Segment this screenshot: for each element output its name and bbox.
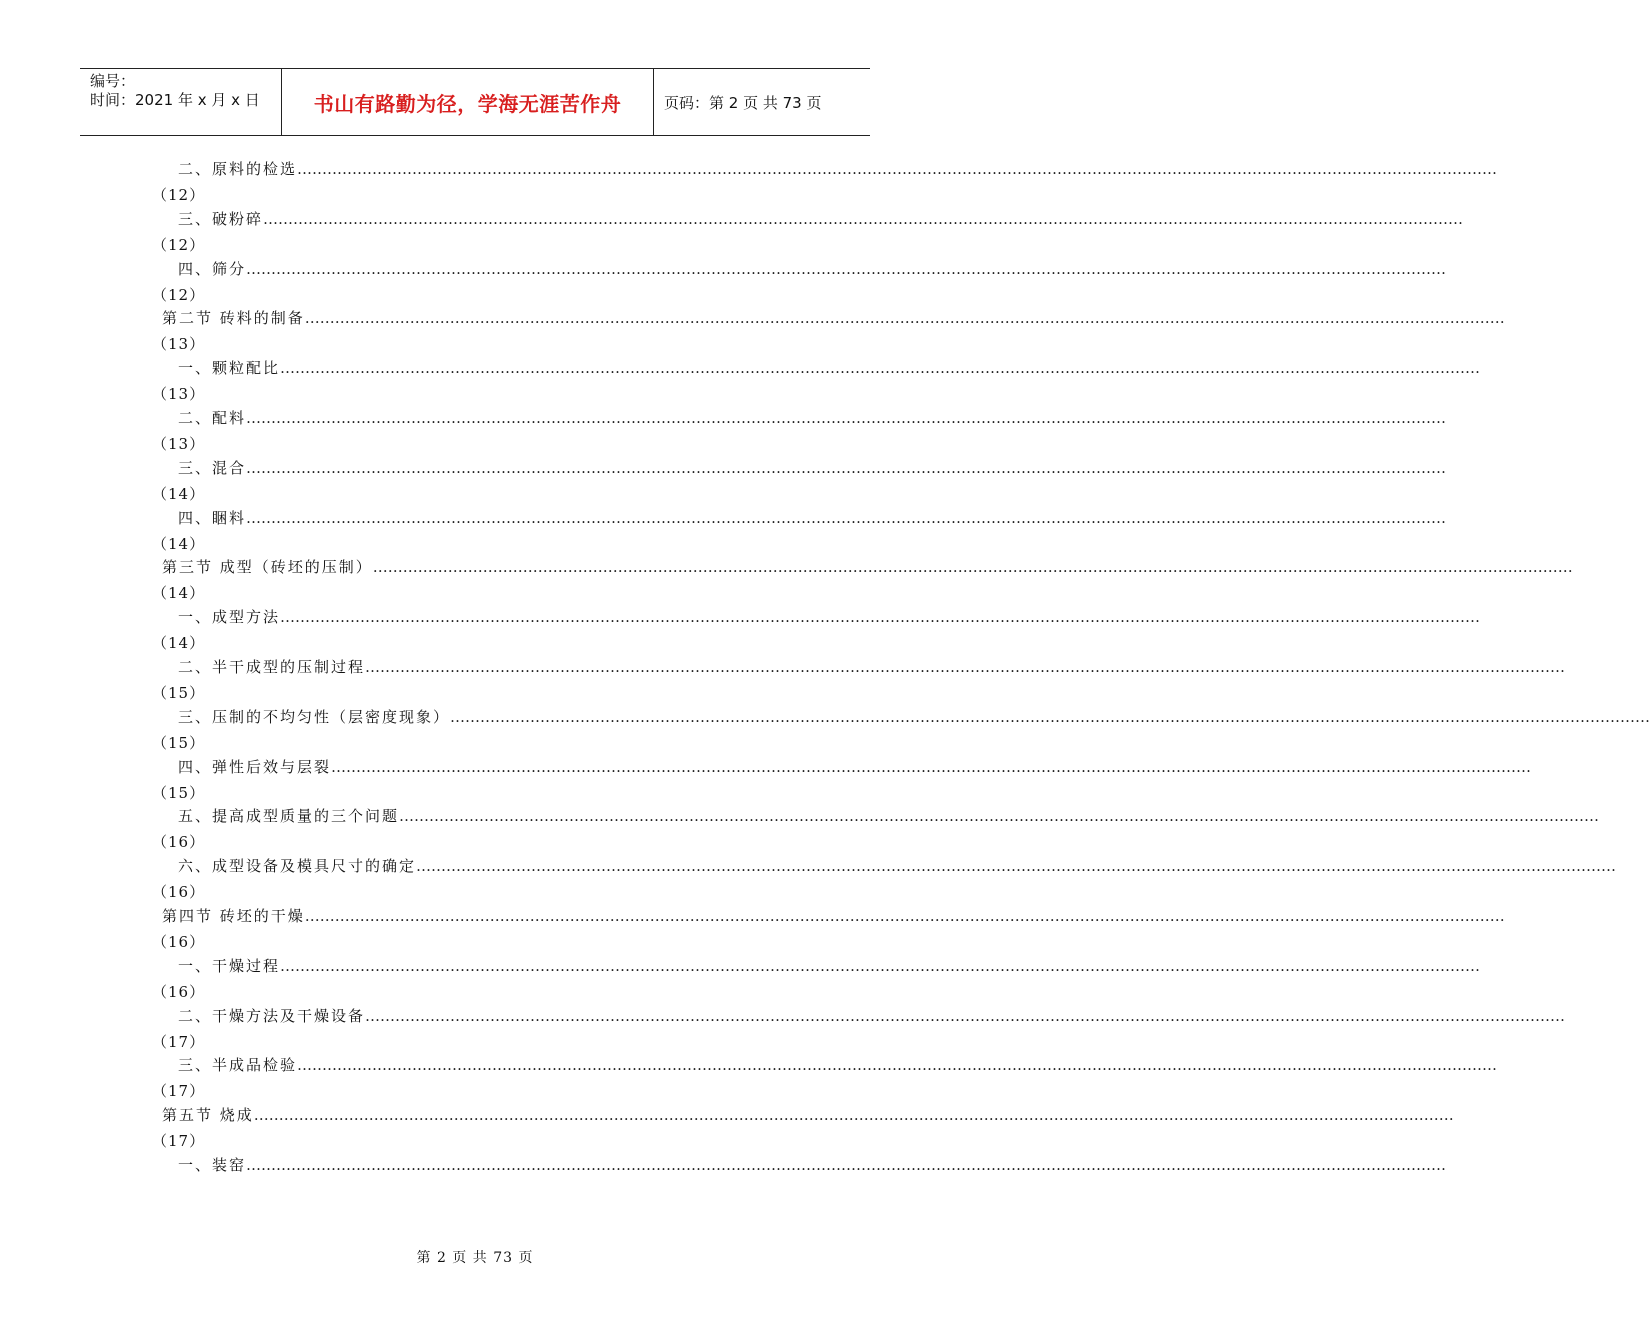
- toc-entry-title: 三、半成品检验: [178, 1056, 298, 1075]
- toc-entry-page-number: （17）: [152, 1082, 206, 1101]
- toc-entry-title: 四、筛分: [178, 259, 247, 278]
- toc-entry-line: [162, 1104, 1454, 1125]
- toc-entry-page-number: （14）: [152, 634, 206, 653]
- toc-entry-title: 二、半干成型的压制过程: [178, 657, 366, 676]
- toc-entry-page-number: （12）: [152, 285, 206, 304]
- toc-entry-title: 一、成型方法: [178, 608, 281, 627]
- page-footer: 第 2 页 共 73 页: [416, 1250, 534, 1266]
- toc-leader-dots: ……………………………………………………………………………………………………………………………………………………………………………………………………………………: [280, 608, 1481, 627]
- toc-leader-dots: ……………………………………………………………………………………………………………………………………………………………………………………………………………………: [246, 508, 1447, 527]
- toc-leader-dots: ……………………………………………………………………………………………………………………………………………………………………………………………………………………: [246, 458, 1447, 477]
- toc-leader-dots: ……………………………………………………………………………………………………………………………………………………………………………………………………………………: [246, 1155, 1447, 1174]
- toc-entry-title: 一、颗粒配比: [178, 359, 281, 378]
- header-meta: [80, 69, 282, 135]
- toc-entry-page-number: （15）: [152, 683, 206, 702]
- toc-subsection-entry: [0, 805, 1600, 855]
- toc-entry-title: 二、配料: [178, 408, 247, 427]
- toc-entry-line: [178, 805, 1600, 826]
- toc-leader-dots: ……………………………………………………………………………………………………………………………………………………………………………………………………………………: [280, 956, 1481, 975]
- toc-entry-page-number: （12）: [152, 186, 206, 204]
- toc-entry-page-number: （16）: [152, 883, 206, 902]
- toc-leader-dots: ……………………………………………………………………………………………………………………………………………………………………………………………………………………: [246, 259, 1447, 278]
- toc-entry-title: 六、成型设备及模具尺寸的确定: [178, 857, 417, 876]
- toc-entry-title: 第五节 烧成: [162, 1106, 254, 1125]
- document-number-label: 编号：: [90, 72, 136, 90]
- toc-subsection-entry: [0, 1005, 1566, 1055]
- toc-entry-line: [178, 855, 1617, 876]
- toc-entry-line: [178, 407, 1447, 428]
- toc-leader-dots: ……………………………………………………………………………………………………………………………………………………………………………………………………………………: [253, 1106, 1454, 1125]
- toc-entry-line: [178, 955, 1481, 976]
- toc-leader-dots: ……………………………………………………………………………………………………………………………………………………………………………………………………………………: [304, 906, 1505, 925]
- toc-entry-page-number: （15）: [152, 733, 206, 752]
- toc-entry-line: [178, 706, 1650, 727]
- toc-subsection-entry: [0, 208, 1464, 258]
- toc-leader-dots: ……………………………………………………………………………………………………………………………………………………………………………………………………………………: [365, 657, 1566, 676]
- toc-entry-page-number: （14）: [152, 484, 206, 503]
- header-motto-cell: [282, 69, 654, 135]
- toc-entry-line: [162, 905, 1505, 926]
- toc-leader-dots: ……………………………………………………………………………………………………………………………………………………………………………………………………………………: [280, 359, 1481, 378]
- toc-entry-title: 三、破粉碎: [178, 209, 264, 228]
- toc-entry-line: [178, 1005, 1566, 1026]
- toc-entry-page-number: （15）: [152, 783, 206, 802]
- toc-entry-line: [178, 158, 1498, 179]
- toc-subsection-entry: [0, 158, 1498, 208]
- toc-entry-line: [178, 258, 1447, 279]
- toc-subsection-entry: [0, 1154, 1447, 1204]
- toc-subsection-entry: [0, 258, 1447, 308]
- toc-entry-title: 四、弹性后效与层裂: [178, 757, 332, 776]
- toc-entry-line: [178, 208, 1464, 229]
- toc-entry-page-number: （13）: [152, 434, 206, 453]
- toc-entry-title: 第二节 砖料的制备: [162, 309, 305, 328]
- header-page-info-cell: [654, 69, 870, 135]
- toc-subsection-entry: [0, 407, 1447, 457]
- toc-entry-line: [178, 606, 1481, 627]
- toc-leader-dots: ……………………………………………………………………………………………………………………………………………………………………………………………………………………: [416, 857, 1617, 876]
- toc-entry-line: [178, 1054, 1498, 1075]
- toc-leader-dots: ……………………………………………………………………………………………………………………………………………………………………………………………………………………: [372, 558, 1573, 577]
- toc-entry-page-number: （16）: [152, 982, 206, 1001]
- toc-leader-dots: ……………………………………………………………………………………………………………………………………………………………………………………………………………………: [365, 1006, 1566, 1025]
- toc-subsection-entry: [0, 756, 1532, 806]
- toc-entry-title: 三、混合: [178, 458, 247, 477]
- toc-entry-line: [178, 756, 1532, 777]
- toc-entry-page-number: （17）: [152, 1132, 206, 1151]
- toc-entry-title: 四、睏料: [178, 508, 247, 527]
- table-of-contents: [0, 158, 1650, 1204]
- toc-entry-title: 第三节 成型（砖坯的压制）: [162, 558, 373, 577]
- toc-entry-line: [178, 1154, 1447, 1175]
- toc-section-entry: [0, 307, 1505, 357]
- toc-section-entry: [0, 905, 1505, 955]
- toc-entry-title: 二、干燥方法及干燥设备: [178, 1006, 366, 1025]
- toc-leader-dots: ……………………………………………………………………………………………………………………………………………………………………………………………………………………: [399, 807, 1600, 826]
- toc-entry-line: [178, 656, 1566, 677]
- toc-subsection-entry: [0, 507, 1447, 557]
- toc-subsection-entry: [0, 955, 1481, 1005]
- toc-entry-line: [178, 507, 1447, 528]
- toc-entry-line: [162, 556, 1573, 577]
- header-motto: 书山有路勤为径，学海无涯苦作舟: [313, 91, 622, 116]
- toc-subsection-entry: [0, 855, 1617, 905]
- toc-leader-dots: ……………………………………………………………………………………………………………………………………………………………………………………………………………………: [450, 707, 1650, 726]
- toc-entry-page-number: （17）: [152, 1032, 206, 1051]
- toc-entry-title: 二、原料的检选: [178, 160, 298, 178]
- toc-entry-title: 一、干燥过程: [178, 956, 281, 975]
- toc-subsection-entry: [0, 606, 1481, 656]
- toc-leader-dots: ……………………………………………………………………………………………………………………………………………………………………………………………………………………: [297, 160, 1498, 178]
- header-page-info: 页码：第 2 页 共 73 页: [664, 93, 822, 112]
- toc-entry-line: [162, 307, 1505, 328]
- toc-entry-page-number: （16）: [152, 833, 206, 852]
- toc-subsection-entry: [0, 706, 1650, 756]
- toc-entry-page-number: （13）: [152, 385, 206, 404]
- toc-subsection-entry: [0, 656, 1566, 706]
- toc-entry-title: 一、装窑: [178, 1155, 247, 1174]
- page-header: [80, 68, 870, 136]
- toc-entry-page-number: （14）: [152, 534, 206, 553]
- toc-leader-dots: ……………………………………………………………………………………………………………………………………………………………………………………………………………………: [246, 408, 1447, 427]
- toc-leader-dots: ……………………………………………………………………………………………………………………………………………………………………………………………………………………: [297, 1056, 1498, 1075]
- toc-entry-page-number: （14）: [152, 584, 206, 603]
- document-date: 时间：2021 年 x 月 x 日: [90, 91, 260, 109]
- toc-subsection-entry: [0, 357, 1481, 407]
- toc-leader-dots: ……………………………………………………………………………………………………………………………………………………………………………………………………………………: [304, 309, 1505, 328]
- toc-entry-title: 五、提高成型质量的三个问题: [178, 807, 400, 826]
- toc-leader-dots: ……………………………………………………………………………………………………………………………………………………………………………………………………………………: [331, 757, 1532, 776]
- toc-entry-line: [178, 457, 1447, 478]
- toc-subsection-entry: [0, 1054, 1498, 1104]
- toc-leader-dots: ……………………………………………………………………………………………………………………………………………………………………………………………………………………: [263, 209, 1464, 228]
- toc-section-entry: [0, 556, 1573, 606]
- toc-subsection-entry: [0, 457, 1447, 507]
- toc-section-entry: [0, 1104, 1454, 1154]
- toc-entry-line: [178, 357, 1481, 378]
- toc-entry-page-number: （13）: [152, 335, 206, 354]
- toc-entry-title: 三、压制的不均匀性（层密度现象）: [178, 707, 451, 726]
- toc-entry-page-number: （16）: [152, 932, 206, 951]
- toc-entry-page-number: （12）: [152, 235, 206, 254]
- toc-entry-title: 第四节 砖坯的干燥: [162, 906, 305, 925]
